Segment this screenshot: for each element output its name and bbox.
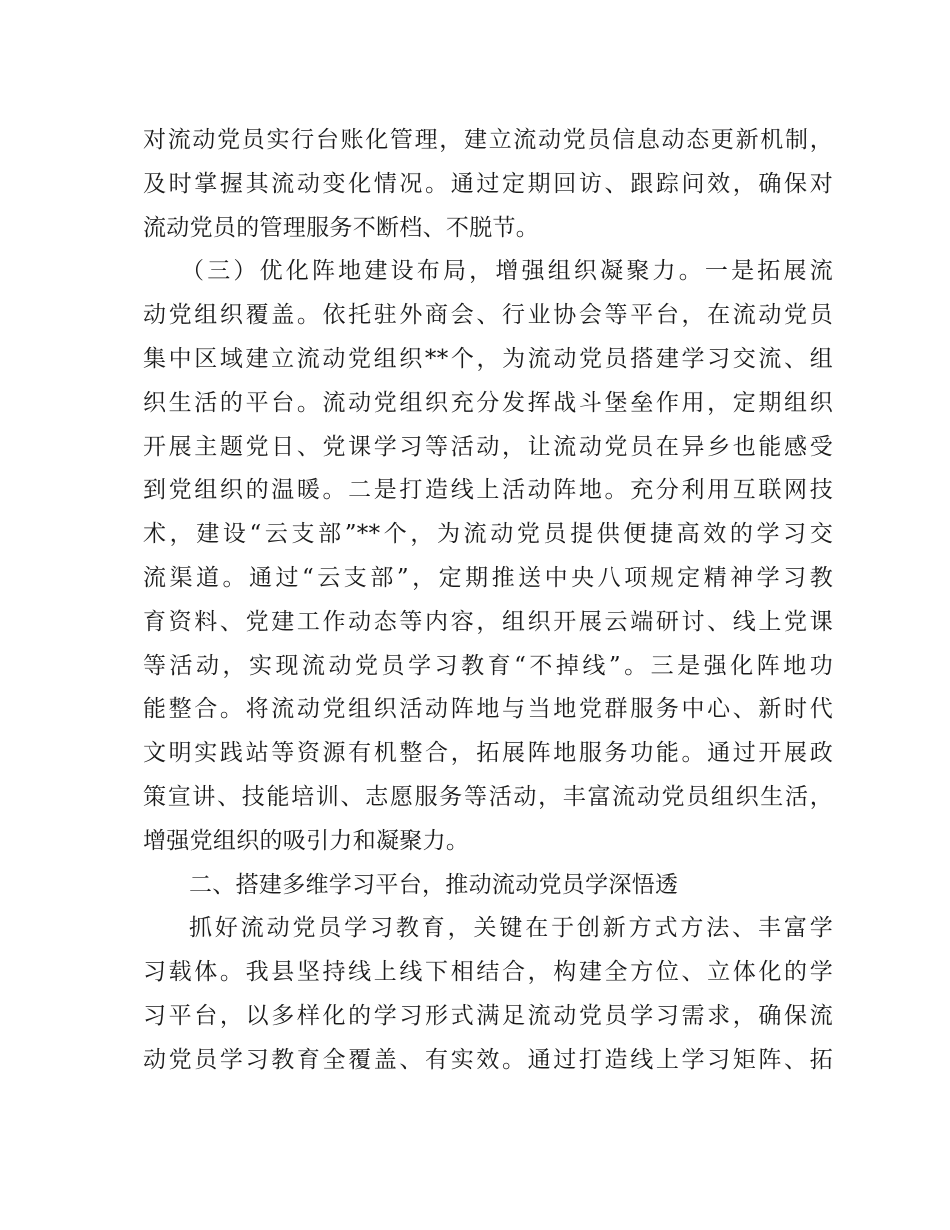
text-line: 育资料、党建工作动态等内容，组织开展云端研讨、线上党课 [143, 608, 833, 635]
text-line: 及时掌握其流动变化情况。通过定期回访、跟踪问效，确保对 [143, 170, 833, 197]
text-line: 集中区域建立流动党组织**个，为流动党员搭建学习交流、组 [143, 345, 833, 372]
text-line: 增强党组织的吸引力和凝聚力。 [143, 827, 470, 854]
text-line: 等活动，实现流动党员学习教育“不掉线”。三是强化阵地功 [143, 652, 833, 679]
text-line: 到党组织的温暖。二是打造线上活动阵地。充分利用互联网技 [143, 477, 833, 504]
text-line: 动党组织覆盖。依托驻外商会、行业协会等平台，在流动党员 [143, 302, 833, 329]
document-body [143, 119, 833, 1083]
text-line: 能整合。将流动党组织活动阵地与当地党群服务中心、新时代 [143, 696, 833, 723]
text-line: 动党员学习教育全覆盖、有实效。通过打造线上学习矩阵、拓 [143, 1046, 833, 1073]
text-line: 对流动党员实行台账化管理，建立流动党员信息动态更新机制， [143, 127, 833, 153]
text-line: 流渠道。通过“云支部”，定期推送中央八项规定精神学习教 [143, 564, 833, 591]
text-line: 文明实践站等资源有机整合，拓展阵地服务功能。通过开展政 [143, 740, 833, 767]
text-line: 术，建设“云支部”**个，为流动党员提供便捷高效的学习交 [143, 521, 833, 548]
text-line: 习载体。我县坚持线上线下相结合，构建全方位、立体化的学 [143, 959, 833, 986]
text-line: 策宣讲、技能培训、志愿服务等活动，丰富流动党员组织生活， [143, 783, 833, 810]
text-line: 抓好流动党员学习教育，关键在于创新方式方法、丰富学 [189, 915, 833, 942]
section-heading-line: （三）优化阵地建设布局，增强组织凝聚力。一是拓展流 [181, 258, 833, 285]
text-line: 习平台，以多样化的学习形式满足流动党员学习需求，确保流 [143, 1002, 833, 1029]
text-line: 流动党员的管理服务不断档、不脱节。 [143, 214, 540, 241]
chapter-heading: 二、搭建多维学习平台，推动流动党员学深悟透 [189, 871, 679, 898]
text-line: 开展主题党日、党课学习等活动，让流动党员在异乡也能感受 [143, 433, 833, 460]
text-line: 织生活的平台。流动党组织充分发挥战斗堡垒作用，定期组织 [143, 389, 833, 416]
